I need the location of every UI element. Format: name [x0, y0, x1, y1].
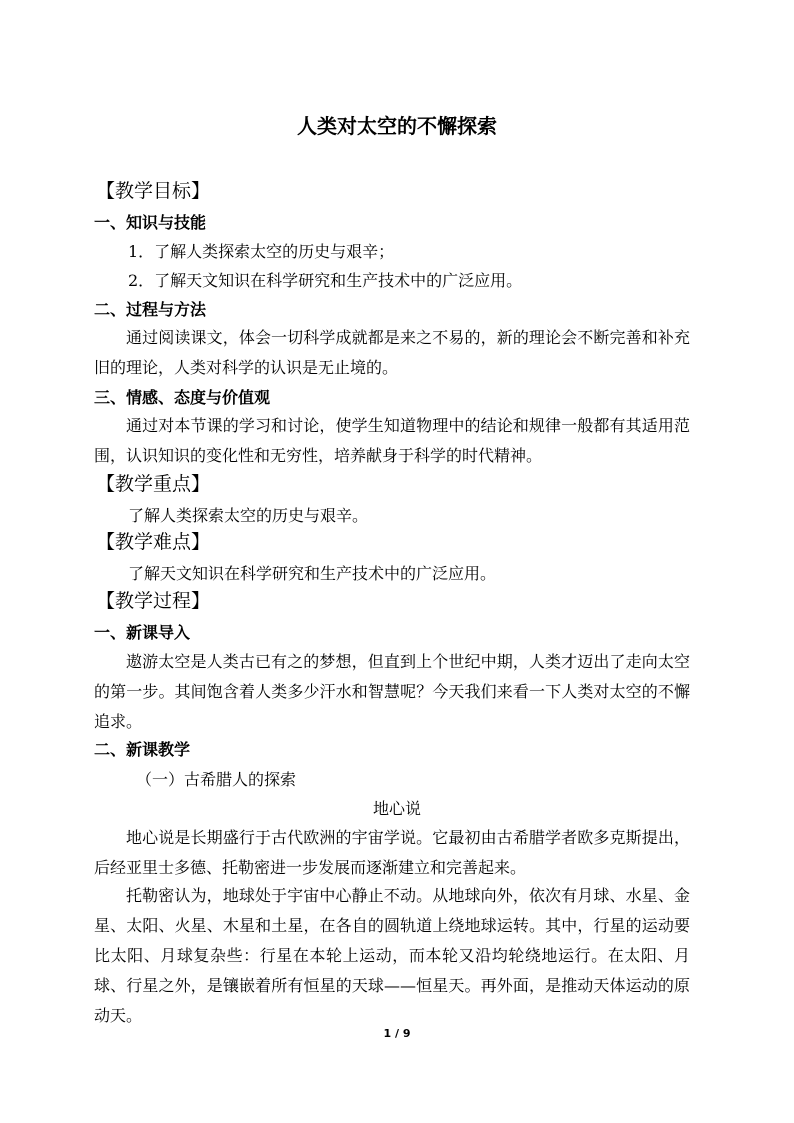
difficult-points-text: 了解天文知识在科学研究和生产技术中的广泛应用。 — [128, 564, 497, 583]
page-number: 1 / 9 — [383, 1027, 411, 1040]
ancient-greek-subheading: （一）古希腊人的探索 — [136, 770, 297, 789]
process-method-paragraph: 通过阅读课文，体会一切科学成就都是来之不易的，新的理论会不断完善和补充旧的理论，人类对科学的认识是无止境的。 — [94, 328, 690, 377]
new-lesson-intro-heading: 一、新课导入 — [94, 623, 191, 642]
teaching-process-heading: 【教学过程】 — [96, 590, 211, 612]
geocentric-paragraph-1: 地心说是长期盛行于古代欧洲的宇宙学说。它最初由古希腊学者欧多克斯提出，后经亚里士多德、托勒密进一步发展而逐渐建立和完善起来。 — [94, 828, 690, 877]
process-method-heading: 二、过程与方法 — [94, 300, 207, 319]
knowledge-item-2: 2．了解天文知识在科学研究和生产技术中的广泛应用。 — [128, 271, 523, 290]
difficult-points-heading: 【教学难点】 — [96, 531, 211, 553]
emotion-values-heading: 三、情感、态度与价值观 — [94, 388, 271, 407]
new-lesson-intro-paragraph: 遨游太空是人类古已有之的梦想，但直到上个世纪中期，人类才迈出了走向太空的第一步。其间饱含着人类多少汗水和智慧呢？今天我们来看一下人类对太空的不懈追求。 — [94, 652, 690, 731]
knowledge-item-1: 1．了解人类探索太空的历史与艰辛； — [128, 242, 395, 261]
teaching-goals-heading: 【教学目标】 — [96, 180, 211, 202]
key-points-heading: 【教学重点】 — [96, 473, 211, 495]
key-points-text: 了解人类探索太空的历史与艰辛。 — [128, 506, 369, 525]
emotion-values-paragraph: 通过对本节课的学习和讨论，使学生知道物理中的结论和规律一般都有其适用范围，认识知识的变化性和无穷性，培养献身于科学的时代精神。 — [94, 416, 690, 465]
knowledge-skills-heading: 一、知识与技能 — [94, 213, 207, 232]
geocentric-topic: 地心说 — [372, 799, 421, 818]
document-title: 人类对太空的不懈探索 — [297, 114, 497, 138]
new-lesson-teaching-heading: 二、新课教学 — [94, 740, 191, 759]
geocentric-paragraph-2: 托勒密认为，地球处于宇宙中心静止不动。从地球向外，依次有月球、水星、金星、太阳、火星、木星和土星，在各自的圆轨道上绕地球运转。其中，行星的运动要比太阳、月球复杂些：行星在本轮上运动，而本轮又沿均轮绕地运行。在太阳、月球、行星之外，是镶嵌着所有恒星的天球——恒星天。再外面，是推动天体运动的原动天。 — [94, 886, 690, 1025]
